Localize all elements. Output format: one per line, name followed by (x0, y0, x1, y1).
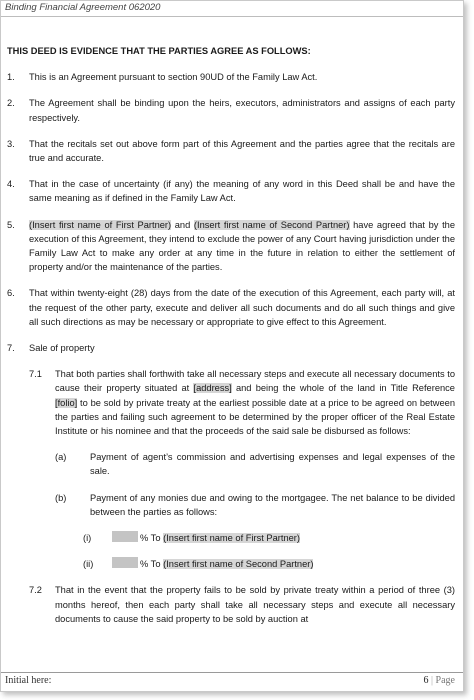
intro-heading: THIS DEED IS EVIDENCE THAT THE PARTIES AGREE AS FOLLOWS: (7, 46, 311, 56)
clause-text: That both parties shall forthwith take all necessary steps and execute all necessary documents to cause their property situated at (55, 369, 455, 394)
header-divider (1, 16, 463, 17)
clause-text: This is an Agreement pursuant to section 90UD of the Family Law Act. (29, 72, 318, 83)
clause-text: That the recitals set out above form part of this Agreement and the parties agree that the recitals are true and accurate. (29, 138, 455, 164)
clause-text: to be sold by private treaty at the earliest possible date at a price to be agreed on between the parties and failing such agreement to be determined by the proper officer of the Real Estate Institute or his nominee and that the proceeds of the said sale be disbursed as follows: (55, 397, 455, 437)
clause-7-1-b (7, 491, 455, 519)
clause-6 (7, 286, 455, 329)
second-partner-field[interactable]: (Insert first name of Second Partner) (193, 219, 350, 230)
page-word: Page (435, 675, 455, 686)
clause-number: (a) (55, 452, 67, 463)
clause-number: 7.2 (29, 585, 42, 596)
first-partner-field[interactable]: (Insert first name of First Partner) (163, 533, 300, 544)
clause-number: 7. (7, 343, 15, 354)
clause-number: 6. (7, 288, 15, 299)
clause-text: Payment of agent’s commission and advertising expenses and legal expenses of the sale. (90, 452, 455, 477)
percent-label: % To (140, 533, 164, 544)
page-number-value: 6 (423, 675, 429, 686)
clause-number: 3. (7, 138, 15, 149)
split-second-partner (7, 557, 455, 571)
folio-field[interactable]: [folio] (55, 397, 78, 408)
clause-number: (b) (55, 492, 67, 503)
clause-text: have agreed that by the execution of this Agreement, they intend to exclude the power of any Court having jurisdiction under the Family Law Act to make any order at any time in the future in relation to either the settlement of property and/or the maintenance of the parties. (29, 219, 455, 273)
clause-number: 2. (7, 98, 15, 109)
page-separator: | (428, 675, 436, 686)
clause-number: 7.1 (29, 369, 42, 380)
clause-text: That within twenty-eight (28) days from the date of the execution of this Agreement, each party will, at the request of the other party, execute and deliver all such documents and do all such things and give all such directions as may be necessary or appropriate to give effect to this Agreement. (29, 288, 455, 327)
clause-number: (i) (83, 533, 92, 544)
clause-number: 4. (7, 179, 15, 190)
clause-text: and being the whole of the land in Title Reference (231, 383, 455, 394)
document-body (7, 44, 455, 638)
header-title: Binding Financial Agreement 062020 (5, 2, 161, 13)
clause-number: 5. (7, 219, 15, 230)
clause-3 (7, 137, 455, 165)
split-first-partner (7, 531, 455, 545)
clause-heading: Sale of property (29, 343, 95, 354)
first-partner-field[interactable]: (Insert first name of First Partner) (29, 219, 172, 230)
clause-1 (7, 70, 455, 84)
clause-7-1 (7, 367, 455, 438)
footer-divider (1, 672, 463, 673)
second-partner-field[interactable]: (Insert first name of Second Partner) (163, 559, 314, 570)
clause-2 (7, 96, 455, 124)
clause-text: That in the case of uncertainty (if any) the meaning of any word in this Deed shall be and have the same meaning as if defined in the Family Law Act. (29, 179, 455, 204)
clause-text: Payment of any monies due and owing to the mortgagee. The net balance to be divided between the parties as follows: (90, 492, 455, 517)
clause-4 (7, 177, 455, 205)
clause-number: 1. (7, 72, 15, 83)
percent-label: % To (140, 559, 164, 570)
clause-text: That in the event that the property fails to be sold by private treaty within a period of three (3) months hereof, then each party shall take all necessary steps and execute all necessary documents to cause the said property to be sold by auction at (55, 585, 455, 624)
clause-7 (7, 341, 455, 355)
initial-here-label: Initial here: (5, 675, 52, 686)
clause-number: (ii) (83, 559, 94, 570)
percentage-field[interactable] (112, 531, 138, 542)
address-field[interactable]: [address] (193, 383, 232, 394)
clause-5 (7, 218, 455, 275)
clause-text: The Agreement shall be binding upon the heirs, executors, administrators and assigns of each party respectively. (29, 98, 455, 123)
clause-7-1-a (7, 450, 455, 478)
clause-text-connector: and (171, 219, 194, 230)
percentage-field[interactable] (112, 557, 138, 568)
clause-7-2 (7, 583, 455, 626)
page-number (424, 675, 455, 686)
